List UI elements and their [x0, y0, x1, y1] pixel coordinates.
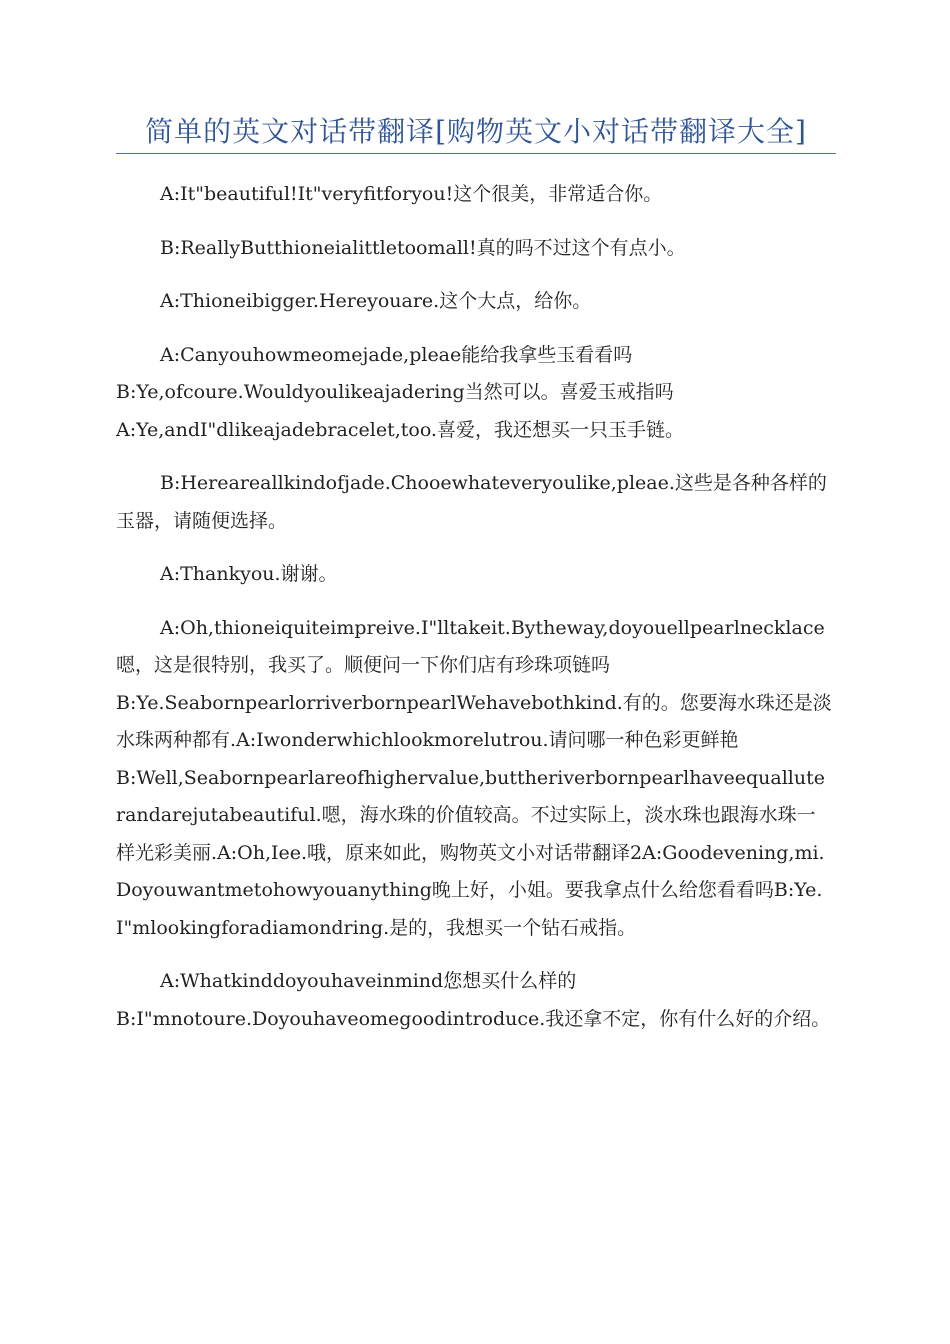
paragraph: A:Canyouhowmeomejade,pleae能给我拿些玉看看吗 [160, 343, 633, 366]
paragraph: A:Thioneibigger.Hereyouare.这个大点，给你。 [160, 290, 592, 312]
paragraph: B:Ye,ofcoure.Wouldyoulikeajadering当然可以。喜爱玉戒指吗 [116, 381, 674, 403]
document-body [116, 176, 832, 1054]
paragraph: B:Ye.SeabornpearlorriverbornpearlWehavebothkind.有的。您要海水珠还是淡水珠两种都有.A:Iwonderwhichlookmorelutrou.请问哪一种色彩更鲜艳 [116, 691, 832, 751]
paragraph: A:It"beautiful!It"veryfitforyou!这个很美，非常适合你。 [160, 183, 663, 205]
paragraph: B:Hereareallkindofjade.Chooewhateveryoulike,pleae.这些是各种各样的玉器，请随便选择。 [116, 472, 827, 532]
document-title: 简单的英文对话带翻译[购物英文小对话带翻译大全] [145, 115, 807, 148]
paragraph: A:Oh,thioneiquiteimpreive.I"lltakeit.Bytheway,doyouellpearlnecklace嗯，这是很特别，我买了。顺便问一下你们店有珍珠项链吗 [116, 616, 825, 676]
title-underline [116, 153, 836, 154]
paragraph: A:Thankyou.谢谢。 [160, 563, 338, 585]
paragraph: A:Whatkinddoyouhaveinmind您想买什么样的 [160, 970, 577, 992]
paragraph: B:ReallyButthioneialittletoomall!真的吗不过这个有点小。 [160, 236, 686, 259]
paragraph: A:Ye,andI"dlikeajadebracelet,too.喜爱，我还想买一只玉手链。 [116, 418, 684, 441]
paragraph: B:Well,Seabornpearlareofhighervalue,buttheriverbornpearlhaveequalluterandarejutabeautiful.嗯，海水珠的价值较高。不过实际上，淡水珠也跟海水珠一样光彩美丽.A:Oh,Iee.哦，原来如此，购物英文小对话带翻译2A:Goodevening,mi.Doyouwantmetohowyouanything晚上好，小姐。要我拿点什么给您看看吗B:Ye.I"mlookingforadiamondring.是的，我想买一个钻石戒指。 [116, 766, 825, 939]
paragraph: B:I"mnotoure.Doyouhaveomegoodintroduce.我还拿不定，你有什么好的介绍。 [116, 1007, 831, 1030]
